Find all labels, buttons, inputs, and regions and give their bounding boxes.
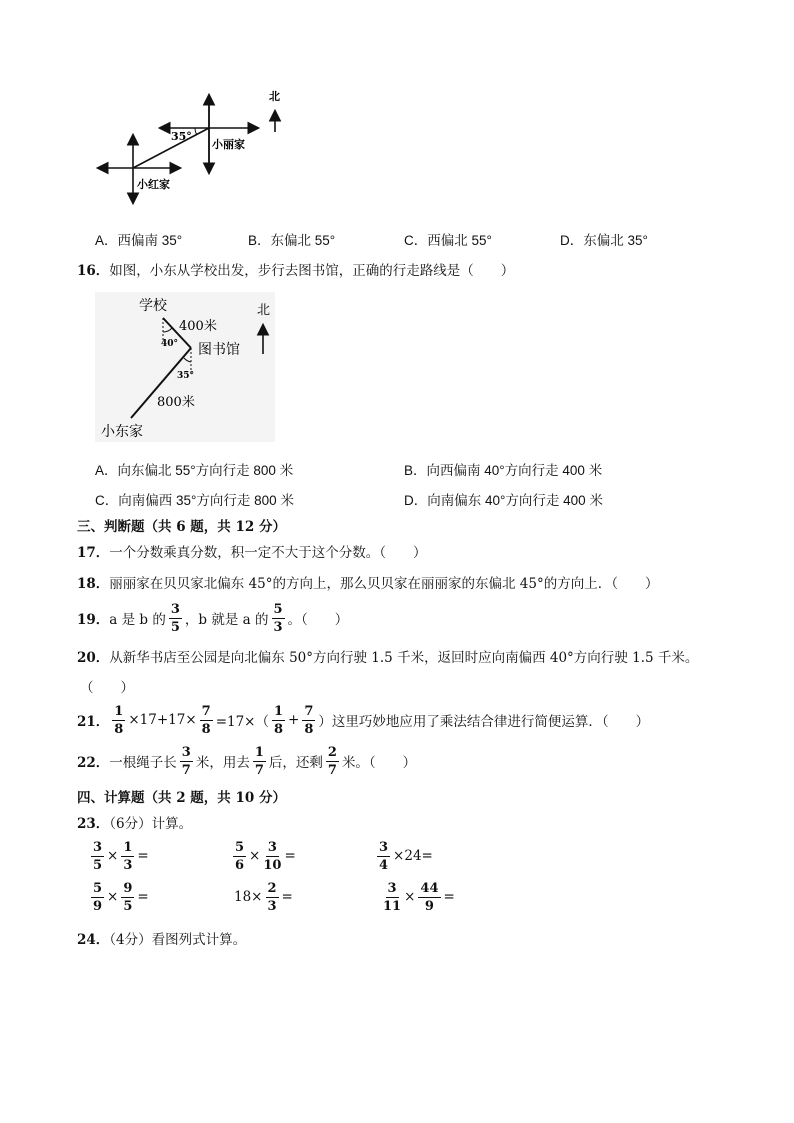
xiaoli-home-label: 小丽家 [212,138,245,151]
q15-option-d: D．东偏北 35° [560,233,648,248]
angle-label: 35° [171,130,192,143]
q20-text: 从新华书店至公园是向北偏东 50°方向行驶 1.5 千米，返回时应向南偏西 40°方向行驶 1.5 千米。 [109,650,699,666]
q22-fraction-2: $\frac{1}{7}$ [254,744,264,778]
q16-text: 如图，小东从学校出发，步行去图书馆，正确的行走路线是（ ） [109,263,515,279]
q16-question [77,259,514,279]
q16-option-c: C．向南偏西 35°方向行走 800 米 [95,493,294,508]
q22-text-4: 米。（ ） [341,755,417,771]
q22-text-3: 后，还剩 [268,755,323,771]
q22-number: 22． [77,755,110,771]
q20-answer-paren: （ ） [80,680,134,696]
q23-number: 23． [77,816,110,832]
q17-question [77,541,427,561]
q22-text-1: 一根绳子长 [109,755,177,771]
q23-expression-1: $\frac{3}{5}$ × $\frac{1}{3}$ = [93,839,149,873]
q15-option-a: A．西偏南 35° [95,233,183,248]
q19-part2: ，b 就是 a 的 [184,612,269,628]
q18-text: 丽丽家在贝贝家北偏东 45°的方向上，那么贝贝家在丽丽家的东偏北 45°的方向上．（ ） [109,576,659,592]
north-label: 北 [269,90,280,103]
q22-fraction-3: $\frac{2}{7}$ [327,744,337,778]
q17-number: 17． [77,545,110,561]
q23-question [77,812,192,832]
q23-expression-2: $\frac{5}{6}$ × $\frac{3}{10}$ = [235,839,296,873]
q21-plus: + [288,712,300,728]
q15-option-c: C．西偏北 55° [404,233,492,248]
q17-text: 一个分数乘真分数，积一定不大于这个分数。（ ） [109,545,427,561]
q22-fraction-1: $\frac{3}{7}$ [181,744,191,778]
q21-text-1: ×17+17× [128,712,197,728]
q19-part3: 。（ ） [287,612,349,628]
q22-text-2: 米，用去 [195,755,250,771]
q21-text-2: =17×（ [215,714,269,730]
distance-400-label: 400米 [179,319,217,334]
xiaodong-home-label: 小东家 [101,424,143,440]
distance-800-label: 800米 [157,395,195,410]
q22-question [77,741,416,781]
section-4-title: 四、计算题（共 2 题，共 10 分） [77,790,286,806]
q24-question [77,928,246,948]
xiaohong-home-label: 小红家 [137,178,170,191]
q23-expression-6: $\frac{3}{11}$ × $\frac{44}{9}$ = [383,880,455,914]
q20-number: 20． [77,650,110,666]
q18-number: 18． [77,576,110,592]
q16-option-a: A．向东偏北 55°方向行走 800 米 [95,463,294,478]
q20-question [77,646,698,666]
q21-question [77,700,649,740]
library-label: 图书馆 [198,342,240,358]
q24-number: 24． [77,932,110,948]
q16-number: 16． [77,263,110,279]
angle-35-label: 35° [177,371,195,381]
q16-route-figure [95,292,275,442]
school-label: 学校 [139,298,167,314]
q23-expression-3: $\frac{3}{4}$ ×24= [379,839,433,873]
q15-option-b: B．东偏北 55° [248,233,336,248]
q24-text: （4分）看图列式计算。 [109,932,247,948]
q21-fraction-3: $\frac{1}{8}$ [274,703,284,737]
q23-expression-4: $\frac{5}{9}$ × $\frac{9}{5}$ = [93,880,149,914]
section-3-title: 三、判断题（共 6 题，共 12 分） [77,519,286,535]
q21-number: 21． [77,714,110,730]
q23-text: （6分）计算。 [109,816,193,832]
q16-option-d: D．向南偏东 40°方向行走 400 米 [404,493,603,508]
q21-text-3: ）这里巧妙地应用了乘法结合律进行简便运算．（ ） [318,714,650,730]
angle-40-label: 40° [161,339,179,349]
q23-expression-5: 18× $\frac{2}{3}$ = [234,880,293,914]
q18-question [77,572,659,592]
north-label: 北 [257,303,271,318]
q21-fraction-4: $\frac{7}{8}$ [304,703,314,737]
q19-question [77,598,348,638]
q16-option-b: B．向西偏南 40°方向行走 400 米 [404,463,603,478]
q21-fraction-1: $\frac{1}{8}$ [114,703,124,737]
q21-fraction-2: $\frac{7}{8}$ [201,703,211,737]
q19-fraction-1: $\frac{3}{5}$ [170,601,180,635]
q15-direction-figure [95,82,295,212]
q19-part1: a 是 b 的 [109,612,166,628]
q19-number: 19． [77,612,110,628]
q19-fraction-2: $\frac{5}{3}$ [273,601,283,635]
